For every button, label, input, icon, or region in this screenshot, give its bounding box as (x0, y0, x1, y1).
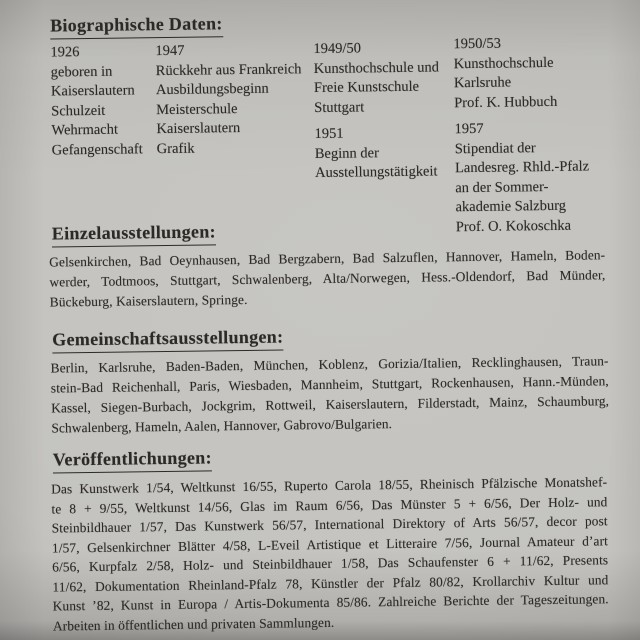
bio-year: 1957 (454, 120, 484, 138)
veroeffentlichungen-heading: Veröffentlichungen: (53, 447, 212, 473)
section-heading-biographische-daten (50, 13, 223, 39)
bio-entry-1949-50 (313, 38, 454, 118)
bio-column-4 (453, 33, 628, 237)
section-heading-einzelausstellungen (52, 221, 216, 247)
gemeinschaftsausstellungen-heading: Gemeinschaftsausstellungen: (52, 326, 283, 353)
bio-entry-text: Rückkehr aus Frankreich Ausbildungsbeginn Meisterschule Kaiserslautern Grafik (155, 60, 302, 157)
bio-column-2 (155, 40, 312, 159)
bio-column-3 (313, 38, 455, 183)
einzelausstellungen-heading: Einzelausstellungen: (52, 221, 216, 247)
bio-entry-1950-53 (453, 33, 626, 113)
bio-year: 1947 (155, 42, 185, 60)
biographische-daten-heading: Biographische Daten: (50, 13, 223, 39)
section-heading-veroeffentlichungen (53, 447, 212, 473)
bio-entry-text: Stipendiat der Landesreg. Rhld.-Pfalz an der Sommer- akademie Salzburg Prof. O. Kokoschka (454, 139, 590, 235)
bio-entry-text: Beginn der Ausstellungstätigkeit (314, 144, 438, 182)
bio-year: 1949/50 (313, 40, 362, 58)
bio-entry-text: geboren in Kaiserslautern Schulzeit Wehrmacht Gefangenschaft (50, 63, 143, 158)
veroeffentlichungen-paragraph: Das Kunstwerk 1/54, Weltkunst 16/55, Ruperto Carola 18/55, Rheinisch Pfälzische Monatshef- te 8 + 9/55, Weltkunst 14/56, Glas im Raum 6/56, Das Münster 5 + 6/56, Der Holz- und Steinbildhauer 1/57, Das Kunstwerk 56/57, International Direktory of Arts 56/57, decor post 1/57, Gelsenkirchner Blätter 4/58, L-Eveil Artistique et Litteraire 7/56, Journal Amateur d’art 6/56, Kurpfalz 2/58, Holz- und Steinbildhauer 1/58, Das Schaufenster 6 + 11/62, Presents 11/62, Dokumentation Rheinland-Pfalz 78, Künstler der Pfalz 80/82, Krollarchiv Kultur und Kunst ’82, Kunst in Europa / Artis-Dokumenta 85/86. Zahlreiche Berichte der Tageszeitungen. Arbeiten in öffentlichen und privaten Sammlungen. (51, 474, 609, 634)
bio-year: 1950/53 (453, 35, 502, 53)
gemeinschaftsausstellungen-paragraph: Berlin, Karlsruhe, Baden-Baden, München, Koblenz, Gorizia/Italien, Recklinghausen, Traun- stein-Bad Reichenhall, Paris, Wiesbaden, Mannheim, Stuttgart, Rockenhausen, Hann.-Münden, Kassel, Siegen-Burbach, Jockgrim, Rottweil, Kaiserslautern, Filderstadt, Mainz, Schaumburg, Schwalenberg, Hameln, Aalen, Hannover, Gabrovo/Bulgarien. (50, 353, 610, 436)
bio-entry-1951 (314, 123, 455, 183)
bio-column-1 (50, 42, 154, 160)
bio-entry-text: Kunsthochschule und Freie Kunstschule Stuttgart (313, 58, 440, 116)
bio-year: 1951 (314, 125, 344, 143)
bio-entry-1926 (50, 42, 154, 160)
einzelausstellungen-paragraph: Gelsenkirchen, Bad Oeynhausen, Bad Bergzabern, Bad Salzuflen, Hannover, Hameln, Boden- werder, Todtmoos, Stuttgart, Schwalenberg, Alta/Norwegen, Hess.-Oldendorf, Bad Münder, Bückeburg, Kaiserslautern, Springe. (49, 247, 606, 310)
bio-entry-text: Kunsthochschule Karlsruhe Prof. K. Hubbuch (453, 54, 558, 111)
section-heading-gemeinschaftsausstellungen (52, 326, 283, 353)
bio-entry-1947 (155, 40, 312, 159)
bio-year: 1926 (50, 44, 80, 61)
bio-entry-1957 (454, 118, 628, 237)
